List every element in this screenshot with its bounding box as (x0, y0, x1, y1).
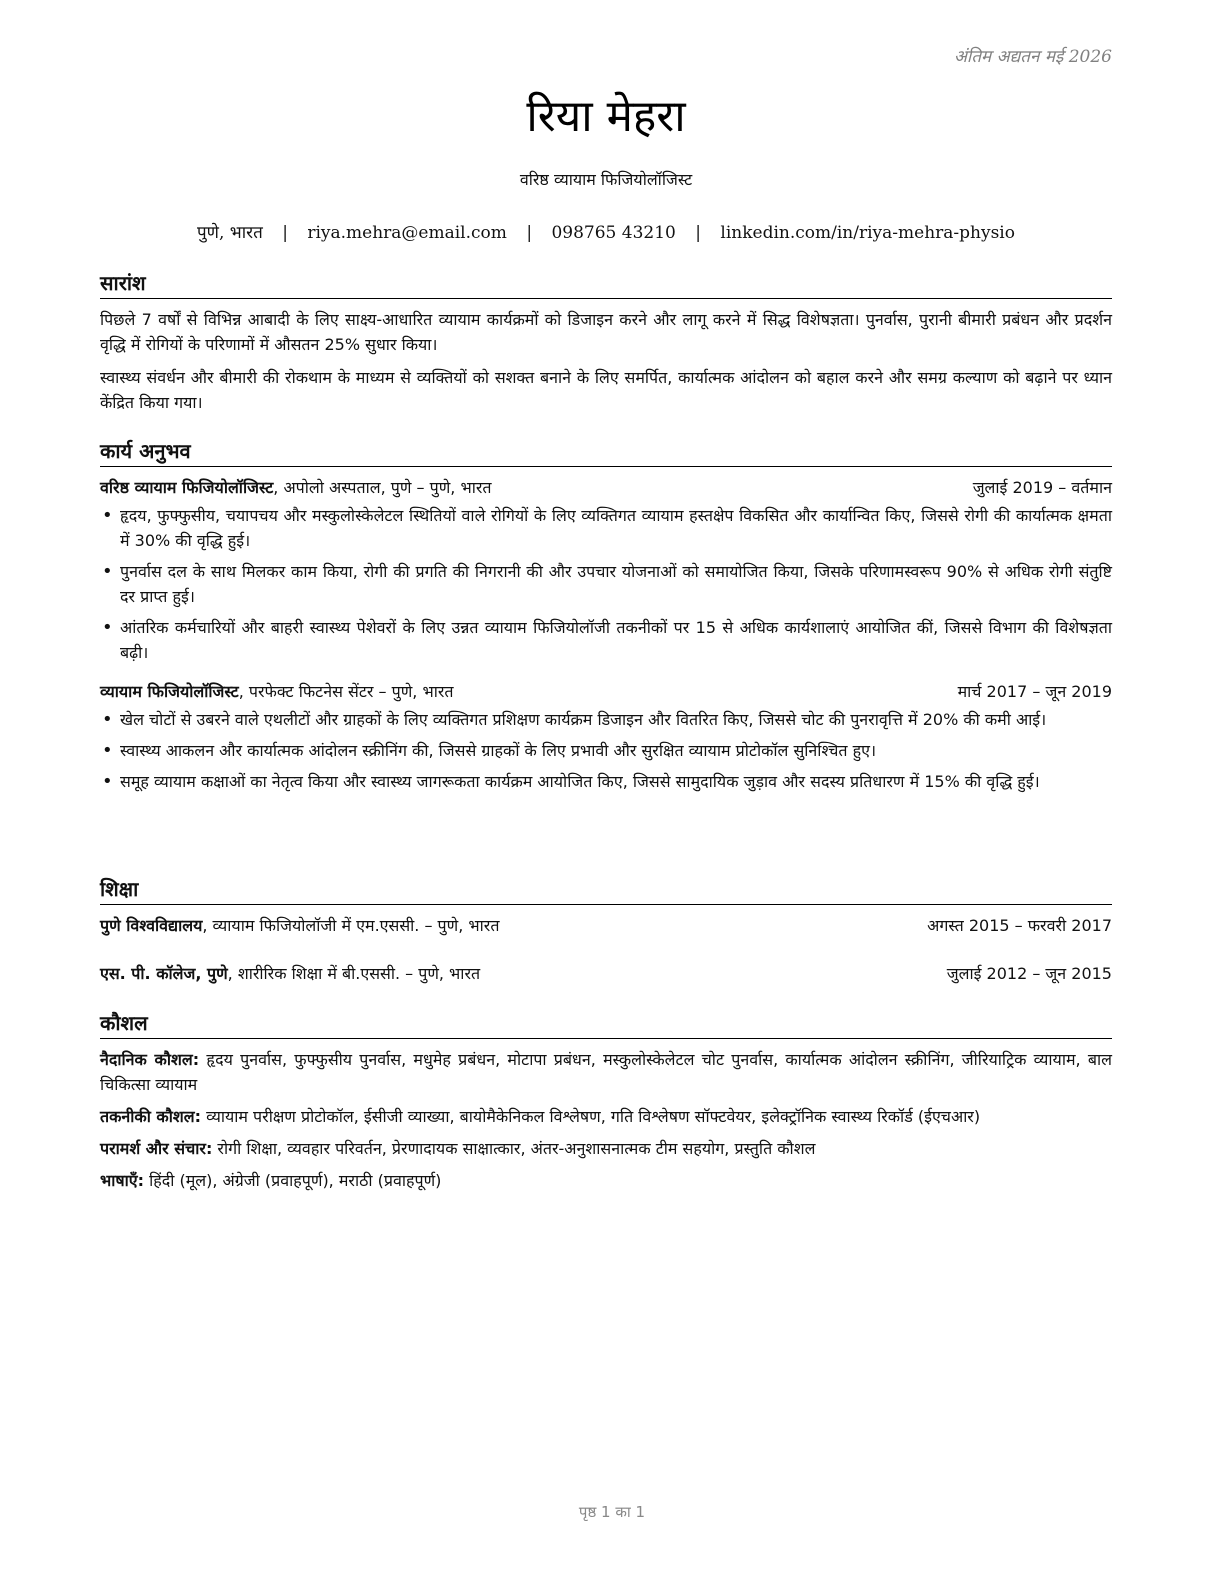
job-bullets (100, 707, 1112, 794)
list-item: • पुनर्वास दल के साथ मिलकर काम किया, रोगी की प्रगति की निगरानी की और उपचार योजनाओं को समायोजित किया, जिसके परिणामस्वरूप 90% से अधिक रोगी संतुष्टि दर प्राप्त हुई। (120, 559, 1112, 609)
job-org: , अपोलो अस्पताल, पुणे – पुणे, भारत (273, 478, 492, 497)
summary-paragraph: स्वास्थ्य संवर्धन और बीमारी की रोकथाम के माध्यम से व्यक्तियों को सशक्त बनाने के लिए समर्पित, कार्यात्मक आंदोलन को बहाल करने और समग्र कल्याण को बढ़ाने पर ध्यान केंद्रित किया गया। (100, 368, 1112, 412)
skill-line (100, 1047, 1112, 1097)
education-dates: अगस्त 2015 – फरवरी 2017 (927, 916, 1112, 935)
skill-line (100, 1136, 1112, 1161)
contact-location: पुणे, भारत (197, 223, 263, 243)
contact-separator: | (526, 223, 533, 243)
skill-line (100, 1104, 1112, 1129)
skills-section (100, 1010, 1112, 1200)
contact-email[interactable]: riya.mehra@email.com (307, 223, 507, 243)
job-entry (100, 475, 1112, 665)
experience-heading: कार्य अनुभव (100, 438, 1112, 467)
job-title: वरिष्ठ व्यायाम फिजियोलॉजिस्ट (519, 170, 693, 189)
job-header (100, 475, 1112, 500)
contact-phone: 098765 43210 (551, 223, 676, 243)
job-dates: जुलाई 2019 – वर्तमान (972, 478, 1112, 497)
contact-linkedin[interactable]: linkedin.com/in/riya-mehra-physio (720, 223, 1015, 243)
skill-label: भाषाएँ: (100, 1171, 145, 1190)
education-degree: , व्यायाम फिजियोलॉजी में एम.एससी. – पुणे, भारत (202, 916, 500, 935)
job-dates: मार्च 2017 – जून 2019 (957, 682, 1112, 701)
education-heading: शिक्षा (100, 876, 1112, 905)
last-updated: अंतिम अद्यतन मई 2026 (953, 47, 1112, 67)
education-entry (100, 913, 1112, 938)
resume-page (100, 0, 1112, 1584)
skill-label: परामर्श और संचार: (100, 1139, 213, 1158)
summary-paragraph: पिछले 7 वर्षों से विभिन्न आबादी के लिए साक्ष्य-आधारित व्यायाम कार्यक्रमों को डिजाइन करने और लागू करने में सिद्ध विशेषज्ञता। पुनर्वास, पुरानी बीमारी प्रबंधन और प्रदर्शन वृद्धि में रोगियों के परिणामों में औसतन 25% सुधार किया। (100, 310, 1112, 354)
skill-value: व्यायाम परीक्षण प्रोटोकॉल, ईसीजी व्याख्या, बायोमैकेनिकल विश्लेषण, गति विश्लेषण सॉफ्टवेयर, इलेक्ट्रॉनिक स्वास्थ्य रिकॉर्ड (ईएचआर) (201, 1107, 981, 1126)
education-section (100, 876, 1112, 986)
education-entry (100, 961, 1112, 986)
list-item: • हृदय, फुफ्फुसीय, चयापचय और मस्कुलोस्केलेटल स्थितियों वाले रोगियों के लिए व्यक्तिगत व्यायाम हस्तक्षेप विकसित और कार्यान्वित किए, जिससे रोगी की कार्यात्मक क्षमता में 30% की वृद्धि हुई। (120, 503, 1112, 553)
experience-section (100, 438, 1112, 800)
contact-separator: | (695, 223, 701, 243)
education-institution: एस. पी. कॉलेज, पुणे (100, 964, 228, 983)
page-number: पृष्ठ 1 का 1 (578, 1503, 646, 1521)
contact-line (100, 220, 1112, 243)
skill-label: तकनीकी कौशल: (100, 1107, 201, 1126)
list-item: • आंतरिक कर्मचारियों और बाहरी स्वास्थ्य पेशेवरों के लिए उन्नत व्यायाम फिजियोलॉजी तकनीकों पर 15 से अधिक कार्यशालाएं आयोजित कीं, जिससे विभाग की विशेषज्ञता बढ़ी। (120, 615, 1112, 665)
summary-section (100, 270, 1112, 423)
skill-value: हृदय पुनर्वास, फुफ्फुसीय पुनर्वास, मधुमेह प्रबंधन, मोटापा प्रबंधन, मस्कुलोस्केलेटल चोट पुनर्वास, कार्यात्मक आंदोलन स्क्रीनिंग, जीरियाट्रिक व्यायाम, बाल चिकित्सा व्यायाम (100, 1050, 1112, 1094)
skill-value: रोगी शिक्षा, व्यवहार परिवर्तन, प्रेरणादायक साक्षात्कार, अंतर-अनुशासनात्मक टीम सहयोग, प्रस्तुति कौशल (212, 1139, 816, 1158)
job-entry (100, 679, 1112, 794)
job-bullets (100, 503, 1112, 665)
list-item: • स्वास्थ्य आकलन और कार्यात्मक आंदोलन स्क्रीनिंग की, जिससे ग्राहकों के लिए प्रभावी और सुरक्षित व्यायाम प्रोटोकॉल सुनिश्चित हुए। (120, 738, 1112, 763)
summary-heading: सारांश (100, 270, 1112, 299)
list-item: • समूह व्यायाम कक्षाओं का नेतृत्व किया और स्वास्थ्य जागरूकता कार्यक्रम आयोजित किए, जिससे सामुदायिक जुड़ाव और सदस्य प्रतिधारण में 15% की वृद्धि हुई। (120, 769, 1112, 794)
education-degree: , शारीरिक शिक्षा में बी.एससी. – पुणे, भारत (227, 964, 481, 983)
skill-label: नैदानिक कौशल: (100, 1050, 200, 1069)
education-institution: पुणे विश्वविद्यालय (100, 916, 203, 935)
skill-line (100, 1168, 1112, 1193)
candidate-name: रिया मेहरा (526, 91, 686, 142)
job-header (100, 679, 1112, 704)
skills-heading: कौशल (100, 1010, 1112, 1039)
job-role: वरिष्ठ व्यायाम फिजियोलॉजिस्ट (100, 478, 274, 497)
contact-separator: | (282, 223, 288, 243)
skill-value: हिंदी (मूल), अंग्रेजी (प्रवाहपूर्ण), मराठी (प्रवाहपूर्ण) (144, 1171, 442, 1190)
job-role: व्यायाम फिजियोलॉजिस्ट (100, 682, 239, 701)
education-dates: जुलाई 2012 – जून 2015 (946, 964, 1112, 983)
list-item: • खेल चोटों से उबरने वाले एथलीटों और ग्राहकों के लिए व्यक्तिगत प्रशिक्षण कार्यक्रम डिजाइन और वितरित किए, जिससे चोट की पुनरावृत्ति में 20% की कमी आई। (120, 707, 1112, 732)
job-org: , परफेक्ट फिटनेस सेंटर – पुणे, भारत (238, 682, 454, 701)
